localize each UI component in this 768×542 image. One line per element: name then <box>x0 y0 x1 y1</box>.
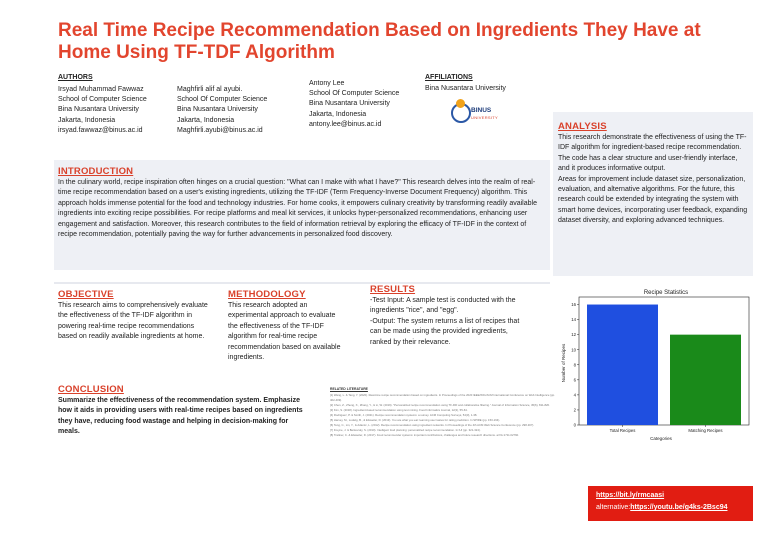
conclusion-text: Summarize the effectiveness of the recommendation system. Emphasize how it aids in providing users with real-time recipes based on ingredients they have, reducing food wastage and helping in decision-making for meals. <box>58 397 303 436</box>
section-divider <box>54 282 550 284</box>
y-tick-label: 0 <box>573 422 576 428</box>
logo-dot-icon <box>456 99 465 108</box>
affiliations-heading: AFFILIATIONS <box>425 74 473 81</box>
reference-item: [3] Kim, S. (2018). Ingredient-based recommendation using text mining. Food Informatics Journal, 12(2), 55-64. <box>330 408 468 412</box>
author-school: School Of Computer Science <box>177 96 268 104</box>
reference-item: [5] Harvey, M., Ludwig, B., & Elsweiler, D. (2013). You are what you eat: learning user tastes for rating prediction. In SPIRE (pp. 153-164). <box>330 418 501 422</box>
author-email[interactable]: irsyad.fawwaz@binus.ac.id <box>58 126 143 134</box>
conclusion-heading: CONCLUSION <box>58 384 124 395</box>
author-name: Antony Lee <box>309 80 345 87</box>
alternative-link-line <box>596 504 728 511</box>
author-university: Bina Nusantara University <box>309 100 390 108</box>
y-tick-label: 2 <box>573 407 576 413</box>
author-email[interactable]: Maghfirli.ayubi@binus.ac.id <box>177 126 263 134</box>
analysis-heading: ANALYSIS <box>558 121 607 132</box>
youtube-link[interactable]: https://youtu.be/g4ks-2Bsc94 <box>630 504 728 511</box>
author-city: Jakarta, Indonesia <box>309 110 367 118</box>
poster-title: Real Time Recipe Recommendation Based on Ingredients They Have at Home Using TF-TDF Algorithm <box>58 20 701 63</box>
reference-item: [1] Wang, L. & Tang, Y. (2020). Real-time recipe recommendation based on ingredients. In Proceedings of the 2020 IEEE/WIC/ACM International Conference on Web Intelligence (pp. 402-409). <box>330 393 555 402</box>
references-heading: RELATED LITERATURE <box>330 387 368 391</box>
y-tick-label: 14 <box>571 317 576 323</box>
author-city: Jakarta, Indonesia <box>177 116 235 124</box>
reference-item: [8] Trattner, C. & Elsweiler, D. (2017). Food recommender systems: important contributions, challenges and future research directions. arXiv:1711.02760. <box>330 433 519 437</box>
author-email[interactable]: antony.lee@binus.ac.id <box>309 120 382 128</box>
reference-item: [6] Teng, C., Lin, Y., & Adamic, L. (2012). Recipe recommendation using ingredient networks. In Proceedings of the 4th ACM Web Science Conference (pp. 298-307). <box>330 423 535 427</box>
short-link[interactable]: https://bit.ly/rmcaasi <box>596 492 665 499</box>
y-tick-label: 6 <box>573 377 576 383</box>
author-name: Irsyad Muhammad Fawwaz <box>58 86 144 93</box>
bar-matching-recipes <box>670 335 741 425</box>
reference-item: [7] Freyne, J. & Berkovsky, S. (2010). Intelligent food planning: personalized recipe recommendation. In IUI (pp. 321-324). <box>330 428 481 432</box>
binus-logo <box>449 99 497 133</box>
reference-item: [4] Rodriguez, P. & Smith, J. (2021). Recipe recommendation systems: a survey. ACM Computing Surveys, 54(3), 1-38. <box>330 413 478 417</box>
y-tick-label: 10 <box>571 347 576 353</box>
results-text: -Test Input: A sample test is conducted with the ingredients "rice", and "egg". -Output: The system returns a list of recipes that can be made using the provided ingredients, ranked by their relevance. <box>370 297 520 346</box>
author-city: Jakarta, Indonesia <box>58 116 116 124</box>
introduction-heading: INTRODUCTION <box>58 166 134 177</box>
objective-heading: OBJECTIVE <box>58 289 114 300</box>
chart-ylabel: Number of Recipes <box>561 343 566 383</box>
references <box>330 387 555 438</box>
recipe-statistics-chart <box>556 283 756 443</box>
author-school: School Of Computer Science <box>309 90 400 98</box>
chart-title: Recipe Statistics <box>643 290 689 296</box>
analysis-text: This research demonstrate the effectiveness of using the TF-IDF algorithm for ingredient-based recipe recommendation. The code has a clear structure and user-friendly interface, and it produces informative output. Areas for improvement include dataset size, personalization, evaluation, and alternative algorithms. For the future, this research could be extended by integrating the system with smart home devices, incorporating user feedback, expanding dataset diversity, and exploring advanced techniques. <box>558 134 748 225</box>
y-tick-label: 12 <box>571 332 576 338</box>
author-3 <box>309 79 399 130</box>
author-2 <box>177 85 267 136</box>
x-tick-label: Matching Recipes <box>688 428 723 433</box>
bar-total-recipes <box>587 305 658 425</box>
y-tick-label: 16 <box>571 302 576 308</box>
methodology-text: This research adopted an experimental approach to evaluate the effectiveness of the TF-IDF algorithm for real-time recipe recommendation based on available ingredients. <box>228 302 341 362</box>
author-school: School of Computer Science <box>58 96 147 104</box>
chart-xlabel: Categories <box>650 436 672 441</box>
author-1 <box>58 85 147 136</box>
introduction-text: In the culinary world, recipe inspiration often hinges on a crucial question: "What can I make with what I have?" This research delves into the realm of real-time recipe recommendation based on a user's existing ingredients, utilizing the TF-IDF (Term Frequency-Inverse Document Frequency) algorithm. This approach holds immense potential for the food and technology industries. For home cooks, it empowers culinary creativity by transforming readily available ingredients into exciting recipe possibilities. For recipe platforms and meal kit services, it unlocks hyper-personalized recommendations, enhancing user engagement and satisfaction. Moreover, this research contributes to the field of information retrieval by exploring the efficacy of TF-IDF in the context of recipe recommendation, potentially paving the way for further advancements in personalized food discovery. <box>58 179 537 239</box>
affiliation-text: Bina Nusantara University <box>425 85 506 92</box>
authors-heading: AUTHORS <box>58 74 93 81</box>
alternative-label: alternative: <box>596 504 631 511</box>
reference-item: [2] Chen, Z., Zheng, X., Zhang, Y., & Li, W. (2019). "Personalized recipe recommendation using TF-IDF and collaborative filtering." Journal of Information Science, 45(6), 811-820. <box>330 403 550 407</box>
methodology-heading: METHODOLOGY <box>228 289 306 300</box>
x-tick-label: Total Recipes <box>609 428 636 433</box>
logo-name: BINUS <box>471 107 492 114</box>
results-heading: RESULTS <box>370 284 416 295</box>
links-box <box>588 486 753 521</box>
logo-subtitle: UNIVERSITY <box>471 115 499 120</box>
author-university: Bina Nusantara University <box>58 106 139 114</box>
y-tick-label: 4 <box>573 392 576 398</box>
objective-text: This research aims to comprehensively evaluate the effectiveness of the TF-IDF algorithm in powering real-time recipe recommendations based on readily available ingredients at home. <box>58 302 208 341</box>
author-name: Maghfirli alif al ayubi. <box>177 86 243 93</box>
author-university: Bina Nusantara University <box>177 106 258 114</box>
y-tick-label: 8 <box>573 362 576 368</box>
